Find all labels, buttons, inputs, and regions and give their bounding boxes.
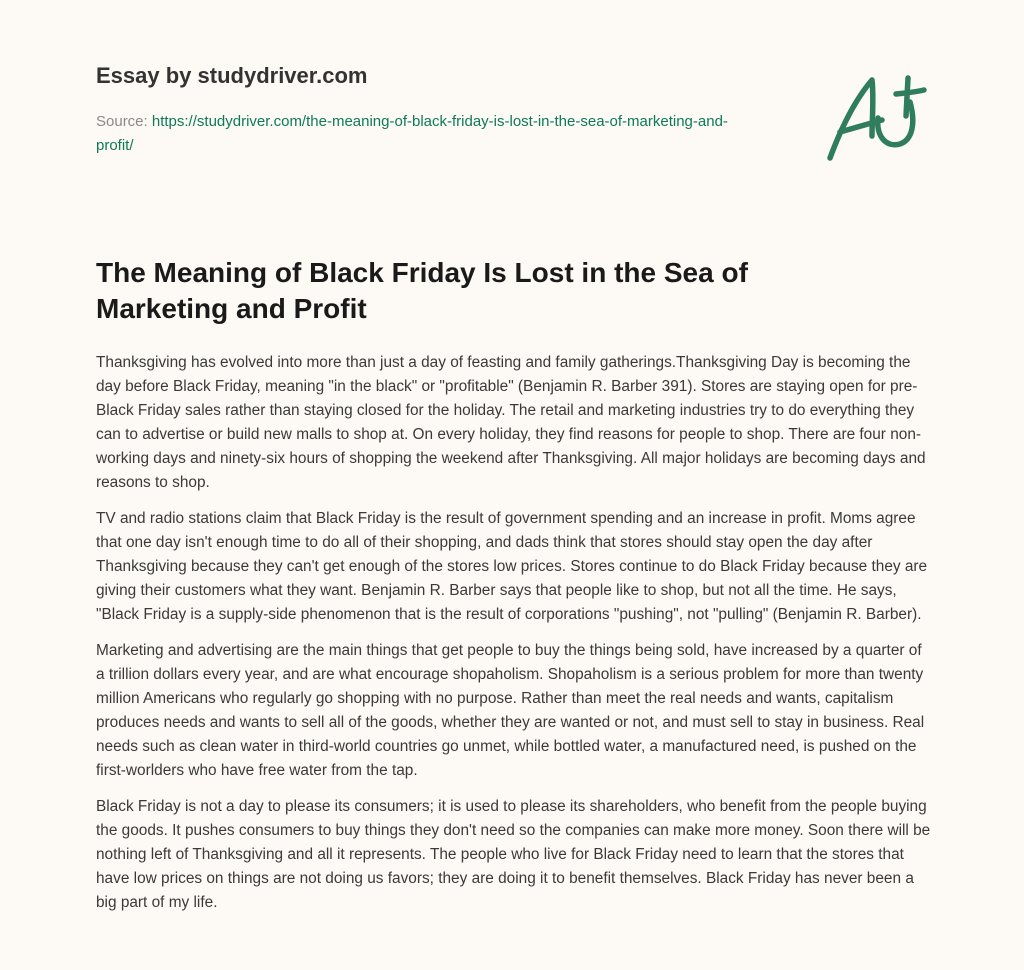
essay-article — [96, 255, 932, 927]
essay-paragraph-2: TV and radio stations claim that Black Friday is the result of government spending and an increase in profit. Moms agree that one day isn't enough time to do all of their shopping, and dads think that stores should stay open the day after Thanksgiving because they can't get enough of the stores low prices. Stores continue to do Black Friday because they are giving their customers what they want. Benjamin R. Barber says that people like to shop, but not all the time. He says, "Black Friday is a supply-side phenomenon that is the result of corporations "pushing", not "pulling" (Benjamin R. Barber). — [96, 510, 928, 623]
source-line — [96, 110, 756, 158]
essay-title: The Meaning of Black Friday Is Lost in the Sea of Marketing and Profit — [96, 257, 748, 324]
source-label: Source: — [96, 113, 152, 130]
site-title: Essay by studydriver.com — [96, 63, 368, 88]
essay-paragraph-1: Thanksgiving has evolved into more than just a day of feasting and family gatherings.Thanksgiving Day is becoming the day before Black Friday, meaning "in the black" or "profitable" (Benjamin R. Barber 391). Stores are staying open for pre-Black Friday sales rather than staying closed for the holiday. The retail and marketing industries try to do everything they can to advertise or build new malls to shop at. On every holiday, they find reasons for people to shop. There are four non-working days and ninety-six hours of shopping the weekend after Thanksgiving. All major holidays are becoming days and reasons to shop. — [96, 354, 926, 491]
page-header — [96, 62, 756, 158]
a-plus-grade-icon — [820, 66, 930, 166]
essay-paragraph-3: Marketing and advertising are the main things that get people to buy the things being sold, have increased by a quarter of a trillion dollars every year, and are what encourage shopaholism. Shopaholism is a serious problem for more than twenty million Americans who regularly go shopping with no purpose. Rather than meet the real needs and wants, capitalism produces needs and wants to sell all of the goods, whether they are wanted or not, and must sell to stay in business. Real needs such as clean water in third-world countries go unmet, while bottled water, a manufactured need, is pushed on the first-worlders who have free water from the tap. — [96, 642, 925, 779]
source-link[interactable]: https://studydriver.com/the-meaning-of-black-friday-is-lost-in-the-sea-of-marketing-and-profit/ — [96, 113, 728, 154]
essay-paragraph-4: Black Friday is not a day to please its consumers; it is used to please its shareholders, who benefit from the people buying the goods. It pushes consumers to buy things they don't need so the companies can make more money. Soon there will be nothing left of Thanksgiving and all it represents. The people who live for Black Friday need to learn that the stores that have low prices on things are not doing us favors; they are doing it to benefit themselves. Black Friday has never been a big part of my life. — [96, 798, 931, 911]
